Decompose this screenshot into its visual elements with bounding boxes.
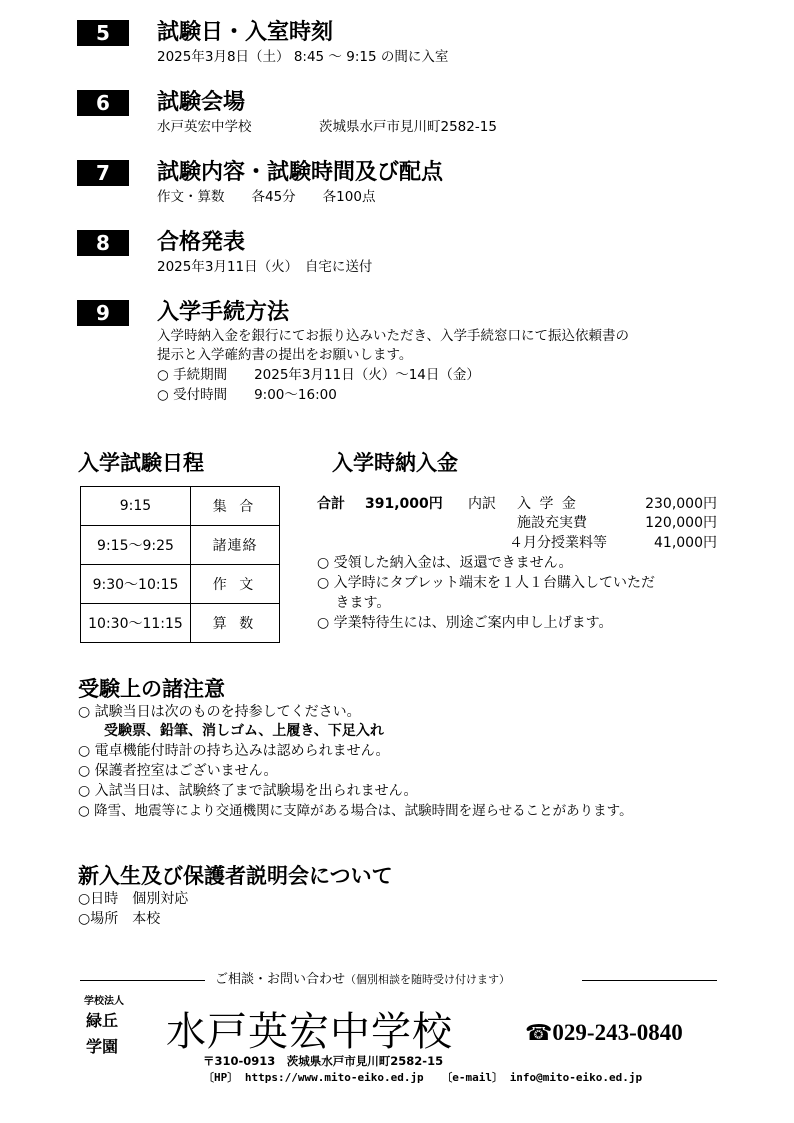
table-row (81, 565, 280, 604)
caution-item: ○ 保護者控室はございません。 (78, 763, 278, 779)
fees-note: きます。 (317, 595, 391, 611)
briefing-line: ○場所 本校 (78, 911, 161, 927)
school-name: 水戸英宏中学校 (166, 1009, 453, 1055)
phone-block (525, 1020, 683, 1046)
schedule-time: 9:30～10:15 (81, 565, 191, 604)
fee-item-name: 入 学 金 (517, 496, 578, 512)
section-text: 提示と入学確約書の提出をお願いします。 (157, 347, 413, 363)
email-label: 〔e-mail〕 (441, 1071, 504, 1084)
section-title: 試験日・入室時刻 (157, 20, 334, 45)
phone-icon: ☎ (525, 1021, 553, 1046)
table-row (81, 526, 280, 565)
contact-label: ご相談・お問い合わせ (215, 972, 346, 987)
corp-name-2: 学園 (86, 1037, 119, 1056)
footer-web (203, 1069, 642, 1085)
fees-heading: 入学時納入金 (332, 451, 458, 475)
schedule-table (80, 486, 280, 643)
caution-item: ○ 入試当日は、試験終了まで試験場を出られません。 (78, 783, 418, 799)
section-text: 作文・算数 各45分 各100点 (157, 189, 376, 205)
fees-note: ○ 入学時にタブレット端末を１人１台購入していただ (317, 575, 655, 591)
section-number: 8 (77, 230, 129, 256)
section-number: 7 (77, 160, 129, 186)
schedule-event: 集 合 (191, 487, 280, 526)
fee-item-amount: 230,000円 (645, 496, 717, 512)
fees-total-value: 391,000円 (365, 496, 443, 512)
contact-note: （個別相談を随時受け付けます） (345, 973, 511, 986)
schedule-time: 9:15～9:25 (81, 526, 191, 565)
caution-item: ○ 電卓機能付時計の持ち込みは認められません。 (78, 743, 390, 759)
phone-number: 029-243-0840 (552, 1020, 683, 1045)
section-number: 6 (77, 90, 129, 116)
fees-note: ○ 受領した納入金は、返還できません。 (317, 555, 573, 571)
fees-note: ○ 学業特待生には、別途ご案内申し上げます。 (317, 615, 613, 631)
briefing-heading: 新入生及び保護者説明会について (78, 864, 393, 888)
fees-breakdown-label: 内訳 (468, 496, 496, 512)
section-number: 9 (77, 300, 129, 326)
fee-item-amount: 120,000円 (645, 515, 717, 531)
schedule-event: 作 文 (191, 565, 280, 604)
section-title: 試験内容・試験時間及び配点 (157, 160, 444, 185)
footer-rule-right (582, 980, 717, 981)
fee-item-name: 施設充実費 (517, 515, 587, 531)
footer-address: 〒310-0913 茨城県水戸市見川町2582-15 (203, 1054, 444, 1068)
section-number: 5 (77, 20, 129, 46)
fee-item-amount: 41,000円 (654, 535, 717, 551)
section-text: ○ 手続期間 2025年3月11日（火）～14日（金） (157, 367, 480, 383)
schedule-heading: 入学試験日程 (78, 451, 204, 475)
section-text: 入学時納入金を銀行にてお振り込みいただき、入学手続窓口にて振込依頼書の (157, 328, 629, 344)
section-text: 2025年3月11日（火） 自宅に送付 (157, 259, 373, 275)
caution-item: ○ 降雪、地震等により交通機関に支障がある場合は、試験時間を遅らせることがあります。 (78, 803, 633, 819)
email-link[interactable]: info@mito-eiko.ed.jp (509, 1071, 643, 1084)
caution-bring-list: 受験票、鉛筆、消しゴム、上履き、下足入れ (104, 723, 384, 739)
schedule-time: 9:15 (81, 487, 191, 526)
footer-contact (215, 970, 510, 989)
fee-item-name: ４月分授業料等 (509, 535, 607, 551)
schedule-event: 諸連絡 (191, 526, 280, 565)
corp-small-label: 学校法人 (84, 996, 124, 1007)
section-title: 試験会場 (157, 90, 246, 115)
section-text: 水戸英宏中学校 茨城県水戸市見川町2582-15 (157, 119, 497, 135)
schedule-event: 算 数 (191, 604, 280, 643)
footer-rule-left (80, 980, 205, 981)
table-row (81, 604, 280, 643)
corp-name-1: 緑丘 (86, 1011, 119, 1030)
table-row (81, 487, 280, 526)
section-title: 合格発表 (157, 230, 246, 255)
section-title: 入学手続方法 (157, 300, 290, 325)
hp-label: 〔HP〕 (203, 1071, 239, 1084)
section-text: 2025年3月8日（土） 8:45 ～ 9:15 の間に入室 (157, 49, 449, 65)
briefing-line: ○日時 個別対応 (78, 891, 189, 907)
schedule-time: 10:30～11:15 (81, 604, 191, 643)
fees-total-label: 合計 (317, 496, 345, 512)
cautions-heading: 受験上の諸注意 (78, 677, 225, 701)
caution-item: ○ 試験当日は次のものを持参してください。 (78, 704, 361, 720)
section-text: ○ 受付時間 9:00～16:00 (157, 387, 337, 403)
hp-link[interactable]: https://www.mito-eiko.ed.jp (244, 1071, 424, 1084)
